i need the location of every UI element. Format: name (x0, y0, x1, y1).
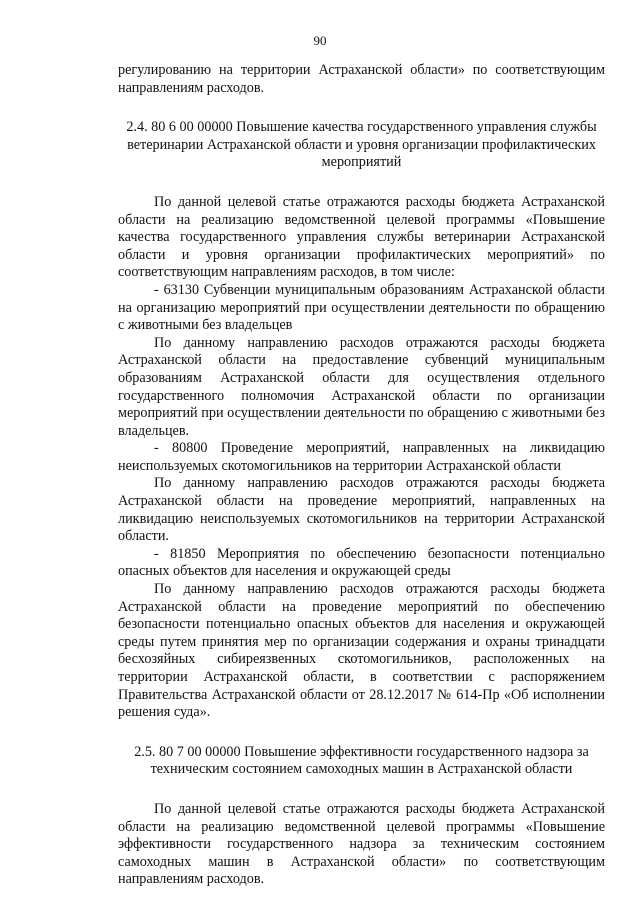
list-item-81850: - 81850 Мероприятия по обеспечению безопасности потенциально опасных объектов для населения и окружающей среды (118, 545, 605, 580)
list-item-80800: - 80800 Проведение мероприятий, направленных на ликвидацию неиспользуемых скотомогильников на территории Астраханской области (118, 440, 605, 474)
paragraph-63130-description: По данному направлению расходов отражаются расходы бюджета Астраханской области на предоставление субвенций муниципальным образованиям Астраханской области для осуществления отдельного государственного полномочия Астраханской области по организации мероприятий при осуществлении деятельности по обращению с животными без владельцев. (118, 334, 605, 439)
paragraph-2-5-intro: По данной целевой статье отражаются расходы бюджета Астраханской области на реализацию ведомственной целевой программы «Повышение эффективности государственного надзора за техническим состоянием самоходных машин в Астраханской области» по соответствующим направлениям расходов. (118, 800, 605, 888)
paragraph-80800-description: По данному направлению расходов отражаются расходы бюджета Астраханской области на проведение мероприятий, направленных на ликвидацию неиспользуемых скотомогильников на территории Астраханской области. (118, 475, 605, 545)
section-heading-2-4: 2.4. 80 6 00 00000 Повышение качества государственного управления службы ветеринарии Астраханской области и уровня организации профилактических мероприятий (126, 119, 597, 171)
paragraph-continuation: регулированию на территории Астраханской области» по соответствующим направлениям расходов. (118, 62, 605, 96)
document-body (118, 62, 605, 889)
section-heading-2-5: 2.5. 80 7 00 00000 Повышение эффективности государственного надзора за техническим состоянием самоходных машин в Астраханской области (134, 743, 589, 778)
list-item-63130: - 63130 Субвенции муниципальным образованиям Астраханской области на организацию мероприятий при осуществлении деятельности по обращению с животными без владельцев (118, 281, 605, 334)
page-number: 90 (313, 33, 327, 48)
paragraph-2-4-intro: По данной целевой статье отражаются расходы бюджета Астраханской области на реализацию ведомственной целевой программы «Повышение качества государственного управления службы ветеринарии Астраханской области и уровня организации профилактических мероприятий» по соответствующим направлениям расходов, в том числе: (118, 193, 605, 281)
paragraph-81850-description: По данному направлению расходов отражаются расходы бюджета Астраханской области на проведение мероприятий по обеспечению безопасности потенциально опасных объектов для населения и окружающей среды путем принятия мер по организации содержания и охраны тринадцати бесхозяйных сибиреязвенных скотомогильников, расположенных на территории Астраханской области, в соответствии с распоряжением Правительства Астраханской области от 28.12.2017 № 614-Пр «Об исполнении решения суда». (118, 581, 605, 721)
